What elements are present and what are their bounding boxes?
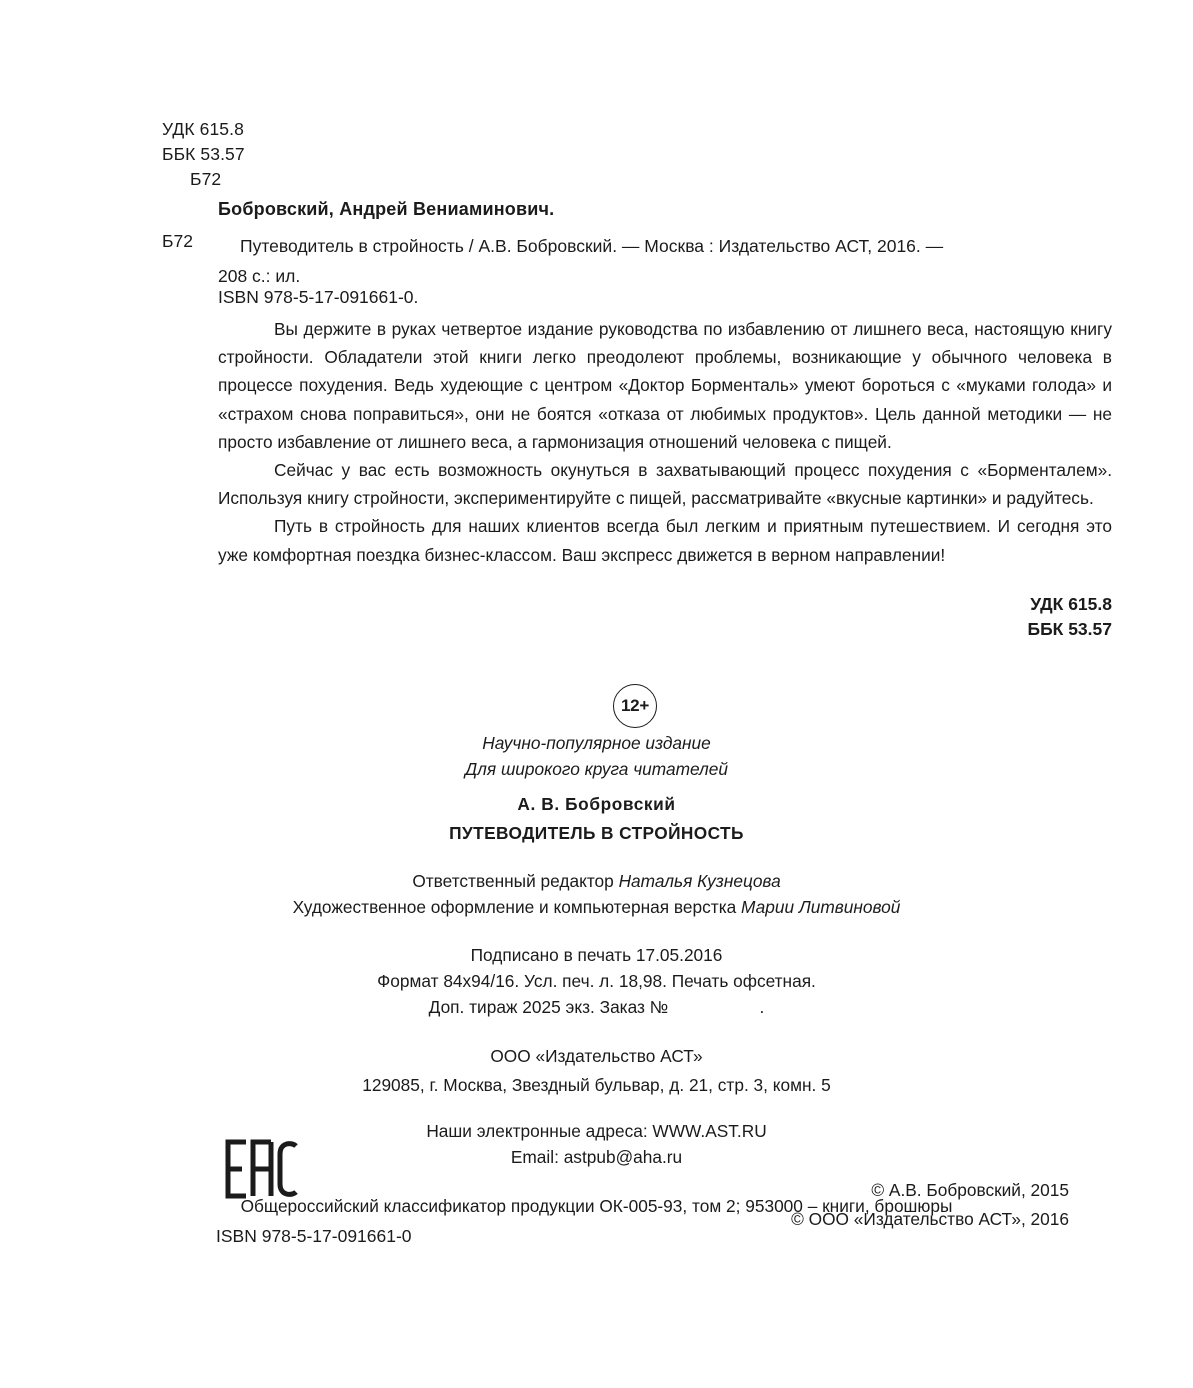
signed-to-print: Подписано в печать 17.05.2016 [470,945,723,965]
bbk-code: ББК 53.57 [162,144,245,164]
imprint-author: А. В. Бобровский [517,794,676,814]
print-format: Формат 84х94/16. Усл. печ. л. 18,98. Печать офсетная. [377,971,816,991]
udk-code: УДК 615.8 [162,119,244,139]
author-heading: Бобровский, Андрей Вениаминович. [218,199,555,219]
bibliographic-shelf-code: Б72 [162,231,193,251]
bibliographic-description [218,231,1112,291]
product-classifier: Общероссийский классификатор продукции ОК-005-93, том 2; 953000 – книги, брошюры [240,1196,953,1216]
editor-label: Ответственный редактор [412,871,619,891]
print-run [0,994,1193,1020]
website-line: Наши электронные адреса: WWW.AST.RU [426,1121,767,1141]
classification-block [162,117,245,192]
press-details [0,942,1193,1020]
bibliographic-line-2: 208 с.: ил. [218,266,301,286]
imprint-block [0,730,1193,1217]
imprint-title: ПУТЕВОДИТЕЛЬ В СТРОЙНОСТЬ [449,823,744,843]
eac-mark [222,1138,300,1200]
copyright-line: © ООО «Издательство АСТ», 2016 [791,1209,1069,1229]
isbn-top: ISBN 978-5-17-091661-0. [218,287,419,307]
publisher-block [0,1042,1193,1100]
bbk-code-repeat: ББК 53.57 [1027,619,1112,639]
annotation-paragraph: Путь в стройность для наших клиентов всегда был легким и приятным путешествием. И сегодня это уже комфортная поездка бизнес-классом. Ваш экспресс движется в верном направлении! [218,516,1112,565]
age-rating-badge: 12+ [613,684,657,728]
print-run-text: Доп. тираж 2025 экз. Заказ № [428,997,669,1017]
credits-block [0,868,1193,920]
edition-kind-line-1: Научно-популярное издание [482,733,711,753]
classification-repeat [1028,592,1113,642]
publisher-name: ООО «Издательство АСТ» [490,1046,703,1066]
udk-code-repeat: УДК 615.8 [1030,594,1112,614]
designer-name: Марии Литвиновой [741,897,901,917]
copyright-line: © А.В. Бобровский, 2015 [871,1180,1069,1200]
annotation-block [218,315,1112,569]
publisher-address: 129085, г. Москва, Звездный бульвар, д. 21, стр. 3, комн. 5 [362,1075,831,1095]
design-credit [0,894,1193,920]
editor-name: Наталья Кузнецова [618,871,781,891]
order-number-placeholder: . [759,997,765,1017]
shelf-code: Б72 [190,169,222,189]
editor-credit [0,868,1193,894]
annotation-paragraph: Сейчас у вас есть возможность окунуться в захватывающий процесс похудения с «Борменталем». Используя книгу стройности, экспериментируйте с пищей, рассматривайте «вкусные картинки» и радуйтесь. [218,460,1112,509]
edition-kind-line-2: Для широкого круга читателей [465,759,728,779]
contacts-block [0,1118,1193,1170]
bibliographic-line-1: Путеводитель в стройность / А.В. Бобровский. — Москва : Издательство АСТ, 2016. — [240,236,944,256]
email-line: Email: astpub@aha.ru [510,1147,683,1167]
copyright-block [791,1176,1069,1234]
design-label: Художественное оформление и компьютерная верстка [292,897,742,917]
annotation-paragraph: Вы держите в руках четвертое издание руководства по избавлению от лишнего веса, настоящую книгу стройности. Обладатели этой книги легко преодолеют проблемы, возникающие у обычного человека в процессе похудения. Ведь худеющие с центром «Доктор Борменталь» умеют бороться с «муками голода» и «страхом снова поправиться», они не боятся «отказа от любимых продуктов». Цель данной методики — не просто избавление от лишнего веса, а гармонизация отношений человека с пищей. [218,319,1112,452]
isbn-bottom: ISBN 978-5-17-091661-0 [216,1226,412,1246]
